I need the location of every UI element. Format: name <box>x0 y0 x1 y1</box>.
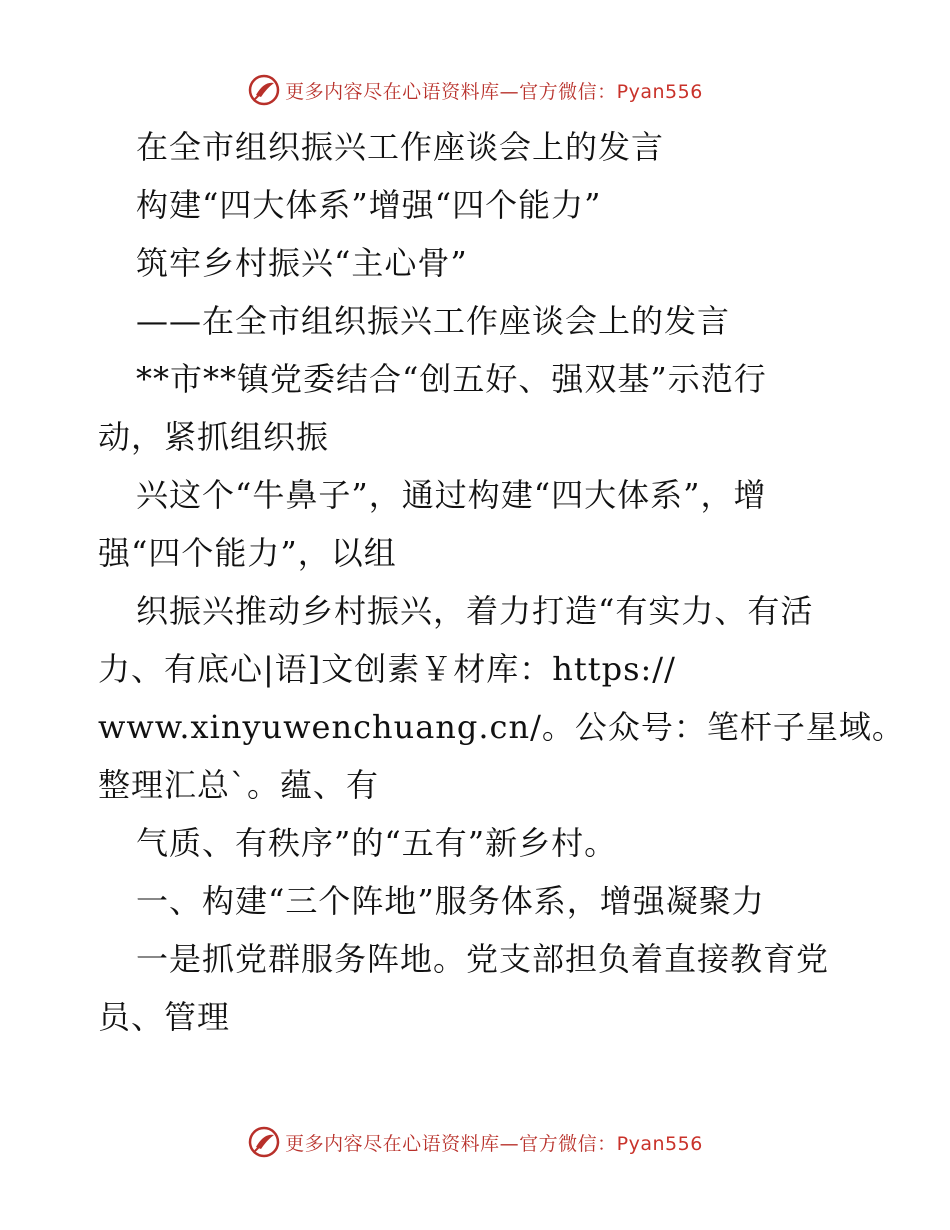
doc-line: 员、管理 <box>98 998 231 1036</box>
doc-line: ——在全市组织振兴工作座谈会上的发言 <box>136 302 731 340</box>
pen-logo-icon <box>247 1125 281 1159</box>
banner-text <box>285 77 703 104</box>
doc-line: 气质、有秩序”的“五有”新乡村。 <box>136 824 618 862</box>
doc-line: **市**镇党委结合“创五好、强双基”示范行 <box>136 360 767 398</box>
doc-line: 在全市组织振兴工作座谈会上的发言 <box>136 128 665 166</box>
doc-line: 兴这个“牛鼻子”，通过构建“四大体系”，增 <box>136 476 767 514</box>
doc-line: 筑牢乡村振兴“主心骨” <box>136 244 468 282</box>
doc-line: 强“四个能力”，以组 <box>98 534 397 572</box>
doc-line: 织振兴推动乡村振兴，着力打造“有实力、有活 <box>136 592 814 630</box>
banner-handle: Pyan556 <box>616 80 703 103</box>
doc-line: www.xinyuwenchuang.cn/。公众号：笔杆子星域。 <box>98 708 905 746</box>
header-banner <box>0 70 950 110</box>
footer-banner <box>0 1122 950 1162</box>
doc-line: 一是抓党群服务阵地。党支部担负着直接教育党 <box>136 940 830 978</box>
doc-line: 力、有底心|语]文创素￥材库：https:// <box>98 650 676 688</box>
doc-line: 整理汇总`。蕴、有 <box>98 766 380 804</box>
doc-line: 构建“四大体系”增强“四个能力” <box>136 186 602 224</box>
banner-text <box>285 1129 703 1156</box>
banner-label: 更多内容尽在心语资料库—官方微信： <box>285 1132 617 1155</box>
pen-logo-icon <box>247 73 281 107</box>
doc-line: 动，紧抓组织振 <box>98 418 330 456</box>
doc-line: 一、构建“三个阵地”服务体系，增强凝聚力 <box>136 882 765 920</box>
banner-handle: Pyan556 <box>616 1132 703 1155</box>
banner-label: 更多内容尽在心语资料库—官方微信： <box>285 80 617 103</box>
